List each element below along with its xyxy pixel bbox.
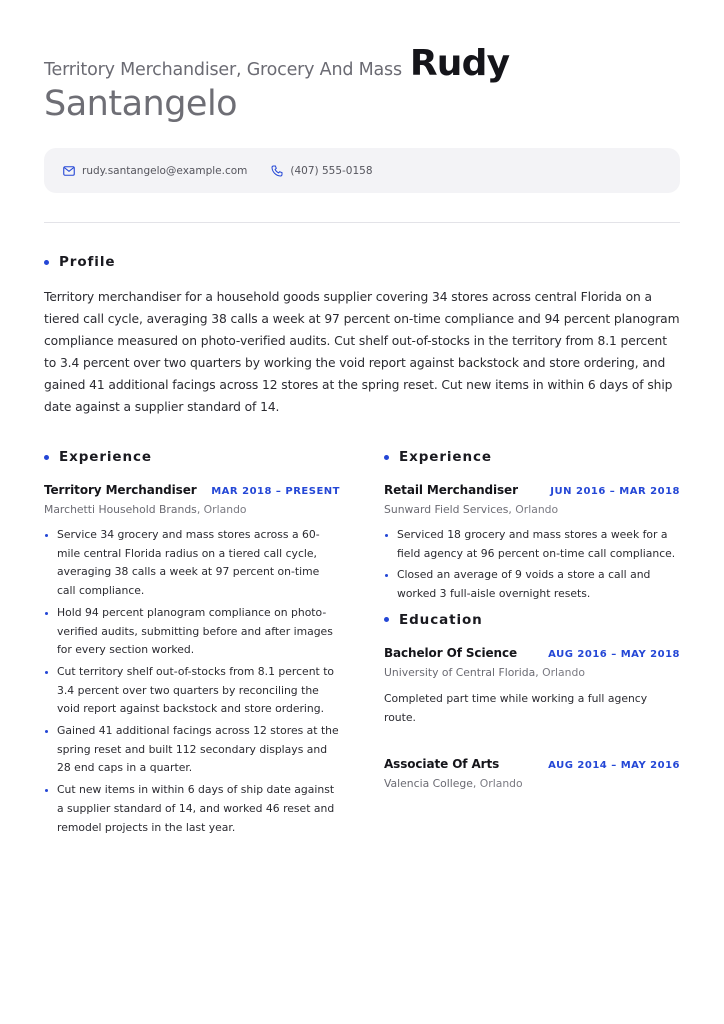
- contact-email[interactable]: [63, 165, 247, 177]
- education-dates: AUG 2016 – MAY 2018: [548, 648, 680, 660]
- school: [384, 666, 680, 679]
- job-bullet: Cut new items in within 6 days of ship date against a supplier standard of 14, and worked 46 reset and remodel projects in the last year.: [44, 781, 340, 837]
- company-location: , Orlando: [196, 503, 247, 516]
- right-column: [384, 449, 680, 790]
- job-bullets: [44, 526, 340, 837]
- job-company: [44, 503, 340, 516]
- profile-heading: [44, 254, 680, 270]
- education-heading-label: Education: [399, 611, 483, 628]
- job-bullet: Service 34 grocery and mass stores across a 60-mile central Florida radius on a tiered call cycle, averaging 38 calls a week at 97 percent on-time call compliance.: [44, 526, 340, 601]
- header-divider: [44, 222, 680, 223]
- job-bullet: Serviced 18 grocery and mass stores a week for a field agency at 96 percent on-time call compliance.: [384, 526, 680, 563]
- title-line: [44, 44, 684, 84]
- experience-heading: [44, 449, 340, 465]
- education-head: [384, 646, 680, 660]
- bullet-dot-icon: [44, 260, 49, 265]
- education-head: [384, 757, 680, 771]
- school-location: , Orlando: [535, 665, 585, 679]
- bullet-dot-icon: [384, 617, 389, 622]
- job-head: [384, 483, 680, 497]
- mail-icon: [63, 166, 75, 176]
- job-bullet: Cut territory shelf out-of-stocks from 8.1 percent to 3.4 percent over two quarters by reconciling the void report against backstock and store ordering.: [44, 663, 340, 719]
- job-entry: [384, 483, 680, 604]
- job-bullet: Closed an average of 9 voids a store a call and worked 3 full-aisle overnight resets.: [384, 566, 680, 603]
- education-dates: AUG 2014 – MAY 2016: [548, 760, 680, 772]
- job-bullet: Gained 41 additional facings across 12 stores at the spring reset and built 112 secondary displays and 28 end caps in a quarter.: [44, 722, 340, 778]
- job-company: [384, 503, 680, 516]
- resume-header: [44, 44, 684, 126]
- degree: Bachelor Of Science: [384, 645, 517, 660]
- last-name: Santangelo: [44, 84, 238, 124]
- job-bullet: Hold 94 percent planogram compliance on photo-verified audits, submitting before and after images for every section worked.: [44, 604, 340, 660]
- job-head: [44, 483, 340, 497]
- company-name: Marchetti Household Brands: [44, 503, 197, 516]
- school: [384, 777, 680, 790]
- education-entry: [384, 646, 680, 727]
- phone-icon: [271, 165, 283, 177]
- degree: Associate Of Arts: [384, 757, 500, 772]
- contact-bar: [44, 148, 680, 193]
- profile-section: [44, 254, 680, 418]
- job-dates: MAR 2018 – PRESENT: [211, 486, 340, 497]
- education-entry: [384, 757, 680, 790]
- education-description: Completed part time while working a full agency route.: [384, 691, 648, 724]
- first-name: Rudy: [409, 43, 510, 84]
- education-heading: [384, 612, 680, 628]
- contact-phone[interactable]: [271, 165, 372, 177]
- profile-heading-label: Profile: [59, 254, 116, 270]
- job-role: Territory Merchandiser: [44, 483, 197, 497]
- school-name: University of Central Florida: [384, 665, 536, 679]
- profile-text: Territory merchandiser for a household goods supplier covering 34 stores across central Florida on a tiered call cycle, averaging 38 calls a week at 97 percent on-time compliance and 94 percent planogram compliance measured on photo-verified audits. Cut shelf out-of-stocks in the territory from 8.1 percent to 3.4 percent over two quarters by working the void report against backstock and store ordering, and gained 41 additional facings across 12 stores at the spring reset. Cut new items in within 6 days of ship date against a supplier standard of 14.: [44, 290, 680, 414]
- bullet-dot-icon: [384, 455, 389, 460]
- experience-heading: [384, 449, 680, 465]
- phone-text[interactable]: (407) 555-0158: [290, 164, 373, 177]
- left-column: [44, 449, 340, 840]
- school-location: , Orlando: [472, 777, 523, 791]
- job-title: Territory Merchandiser, Grocery And Mass: [44, 60, 402, 80]
- company-location: , Orlando: [508, 503, 559, 516]
- experience-heading-label: Experience: [59, 449, 152, 465]
- school-name: Valencia College: [384, 777, 473, 791]
- job-entry: [44, 483, 340, 837]
- company-name: Sunward Field Services: [384, 503, 509, 516]
- job-dates: JUN 2016 – MAR 2018: [550, 486, 680, 497]
- job-role: Retail Merchandiser: [384, 483, 518, 497]
- experience-heading-label: Experience: [399, 449, 492, 465]
- bullet-dot-icon: [44, 455, 49, 460]
- job-bullets: [384, 526, 680, 604]
- email-text[interactable]: rudy.santangelo@example.com: [82, 164, 248, 177]
